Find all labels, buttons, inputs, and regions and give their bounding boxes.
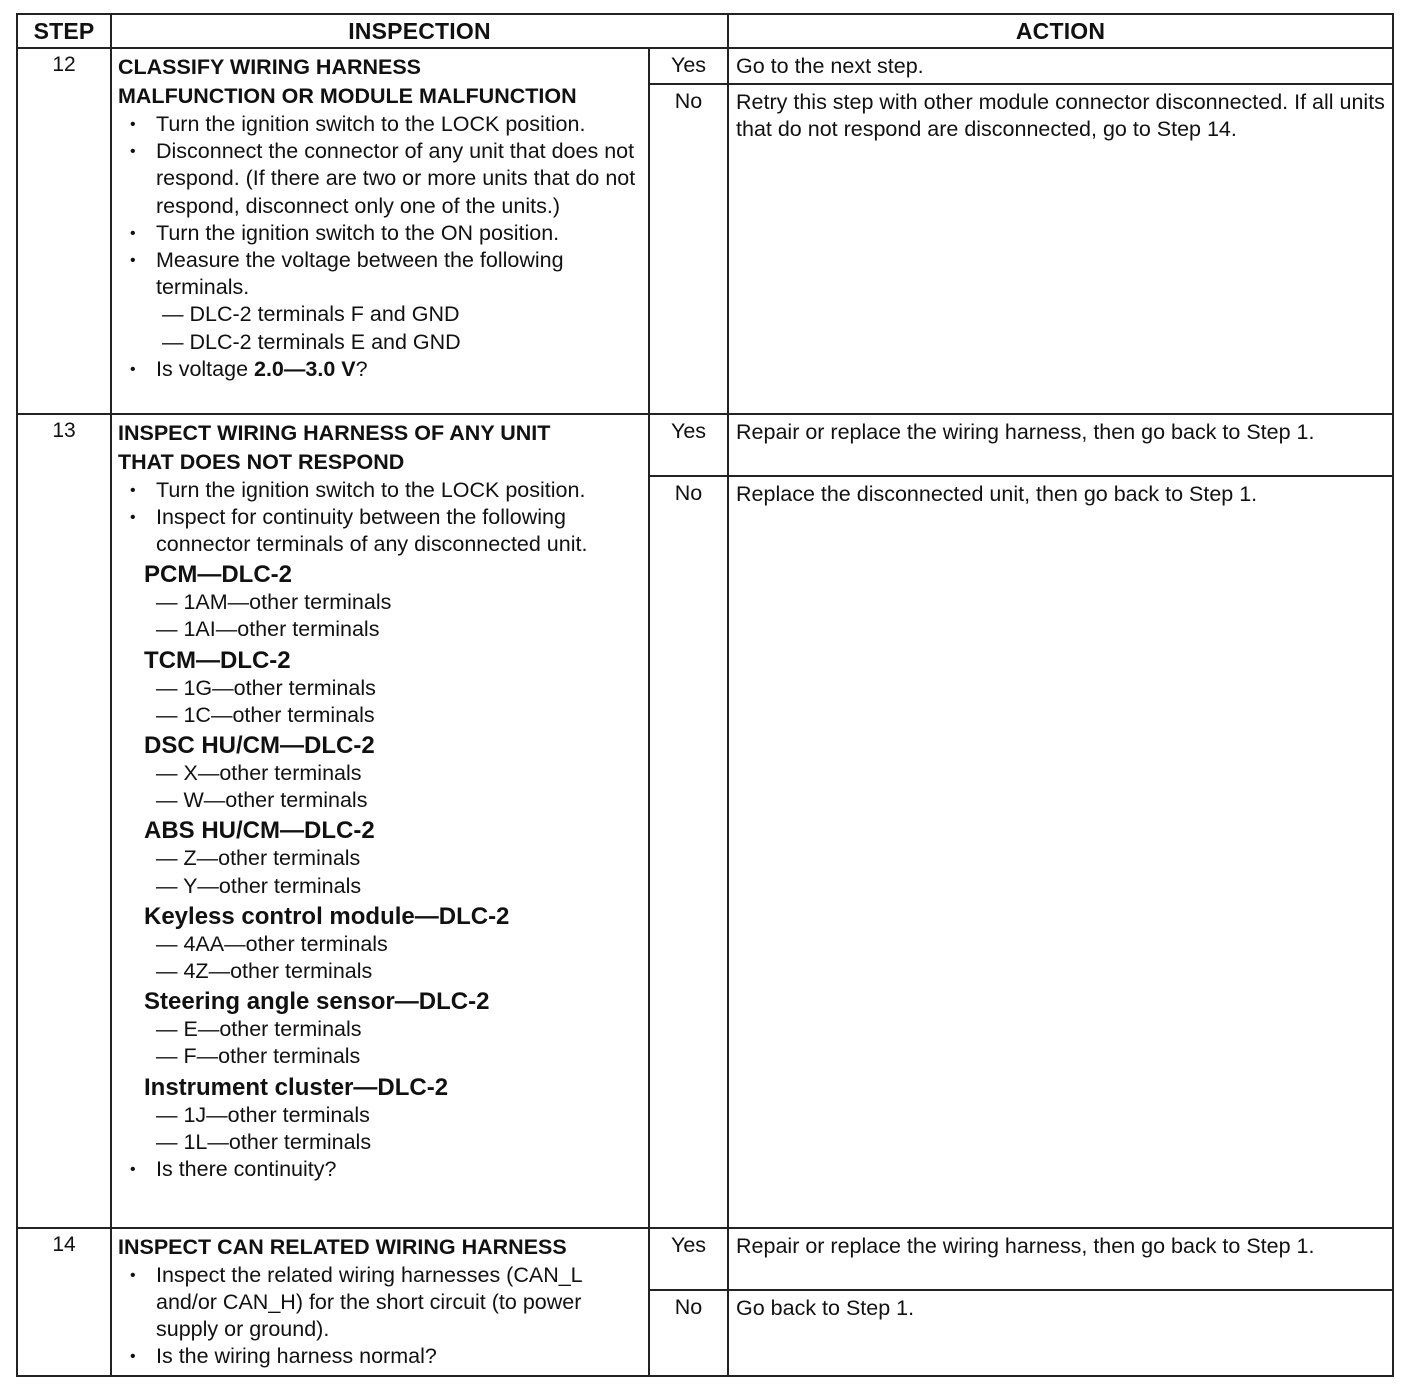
group-heading: Keyless control module—DLC-2 bbox=[144, 902, 510, 930]
step-12-yes-row bbox=[17, 48, 1393, 84]
yes-action: Repair or replace the wiring harness, then go back to Step 1. bbox=[728, 414, 1393, 476]
list-item bbox=[118, 356, 642, 383]
terminal-item: — DLC-2 terminals E and GND bbox=[162, 329, 461, 354]
no-label: No bbox=[649, 476, 728, 1228]
inspection-title: MALFUNCTION OR MODULE MALFUNCTION bbox=[118, 84, 577, 108]
list-item: • Turn the ignition switch to the LOCK position. bbox=[118, 477, 642, 504]
header-action: ACTION bbox=[728, 14, 1393, 48]
header-step: STEP bbox=[17, 14, 111, 48]
diagnostic-table bbox=[16, 13, 1394, 1377]
terminal-item: — F—other terminals bbox=[156, 1044, 361, 1069]
list-item: • Turn the ignition switch to the LOCK position. bbox=[118, 111, 642, 138]
list-item: • Disconnect the connector of any unit that does not respond. (If there are two or more units that do not respond, disconnect only one of the units.) bbox=[118, 138, 642, 220]
inspection-cell bbox=[111, 414, 649, 1228]
list-item: • Is the wiring harness normal? bbox=[118, 1343, 642, 1370]
list-item: • Turn the ignition switch to the ON position. bbox=[118, 220, 642, 247]
terminal-item: — 1AI—other terminals bbox=[156, 617, 380, 642]
step-number: 14 bbox=[17, 1228, 111, 1376]
group-heading: PCM—DLC-2 bbox=[144, 561, 292, 589]
voltage-spec: 2.0—3.0 V bbox=[254, 356, 356, 381]
inspection-title: INSPECT CAN RELATED WIRING HARNESS bbox=[118, 1234, 567, 1259]
inspection-title: CLASSIFY WIRING HARNESS bbox=[118, 55, 422, 79]
no-action: Retry this step with other module connector disconnected. If all units that do not respond are disconnected, go to Step 14. bbox=[728, 84, 1393, 414]
question-mark: ? bbox=[355, 356, 368, 381]
list-item: • Inspect for continuity between the following connector terminals of any disconnected unit. bbox=[118, 504, 642, 558]
terminal-groups bbox=[118, 560, 642, 1156]
inspection-list bbox=[118, 1262, 642, 1371]
terminal-item: — 1G—other terminals bbox=[156, 675, 376, 700]
group-heading: DSC HU/CM—DLC-2 bbox=[144, 731, 375, 759]
group-heading: Instrument cluster—DLC-2 bbox=[144, 1073, 449, 1101]
list-item bbox=[118, 247, 642, 356]
list-item: • Is there continuity? bbox=[118, 1156, 642, 1183]
inspection-title: THAT DOES NOT RESPOND bbox=[118, 449, 405, 474]
header-inspection: INSPECTION bbox=[111, 14, 728, 48]
group-heading: ABS HU/CM—DLC-2 bbox=[144, 817, 375, 845]
inspection-title: INSPECT WIRING HARNESS OF ANY UNIT bbox=[118, 420, 551, 445]
inspection-cell bbox=[111, 48, 649, 414]
inspection-cell bbox=[111, 1228, 649, 1376]
terminal-item: — 1C—other terminals bbox=[156, 702, 375, 727]
no-label: No bbox=[649, 1290, 728, 1376]
no-action: Go back to Step 1. bbox=[728, 1290, 1393, 1376]
inspection-list bbox=[118, 1156, 642, 1183]
yes-action: Repair or replace the wiring harness, then go back to Step 1. bbox=[728, 1228, 1393, 1290]
terminal-item: — 1J—other terminals bbox=[156, 1102, 370, 1127]
question-text: Is voltage bbox=[156, 356, 254, 381]
no-action: Replace the disconnected unit, then go back to Step 1. bbox=[728, 476, 1393, 1228]
step-14-yes-row bbox=[17, 1228, 1393, 1290]
terminal-item: — 4Z—other terminals bbox=[156, 958, 373, 983]
group-heading: TCM—DLC-2 bbox=[144, 646, 291, 674]
terminal-item: — X—other terminals bbox=[156, 760, 362, 785]
list-item-text: Measure the voltage between the following terminals. bbox=[156, 248, 564, 300]
header-row bbox=[17, 14, 1393, 48]
yes-label: Yes bbox=[649, 1228, 728, 1290]
terminal-item: — 1L—other terminals bbox=[156, 1129, 372, 1154]
no-label: No bbox=[649, 84, 728, 414]
yes-label: Yes bbox=[649, 48, 728, 84]
terminal-item: — 4AA—other terminals bbox=[156, 931, 388, 956]
list-item: • Inspect the related wiring harnesses (CAN_L and/or CAN_H) for the short circuit (to power supply or ground). bbox=[118, 1262, 642, 1344]
terminal-item: — Z—other terminals bbox=[156, 846, 361, 871]
step-number: 12 bbox=[17, 48, 111, 414]
terminal-item: — Y—other terminals bbox=[156, 873, 362, 898]
group-heading: Steering angle sensor—DLC-2 bbox=[144, 988, 490, 1016]
terminal-item: — W—other terminals bbox=[156, 788, 368, 813]
step-number: 13 bbox=[17, 414, 111, 1228]
yes-label: Yes bbox=[649, 414, 728, 476]
terminal-item: — E—other terminals bbox=[156, 1017, 362, 1042]
terminal-item: — DLC-2 terminals F and GND bbox=[162, 302, 460, 327]
yes-action: Go to the next step. bbox=[728, 48, 1393, 84]
inspection-list bbox=[118, 477, 642, 559]
terminal-item: — 1AM—other terminals bbox=[156, 590, 392, 615]
step-13-yes-row bbox=[17, 414, 1393, 476]
inspection-list bbox=[118, 111, 642, 383]
